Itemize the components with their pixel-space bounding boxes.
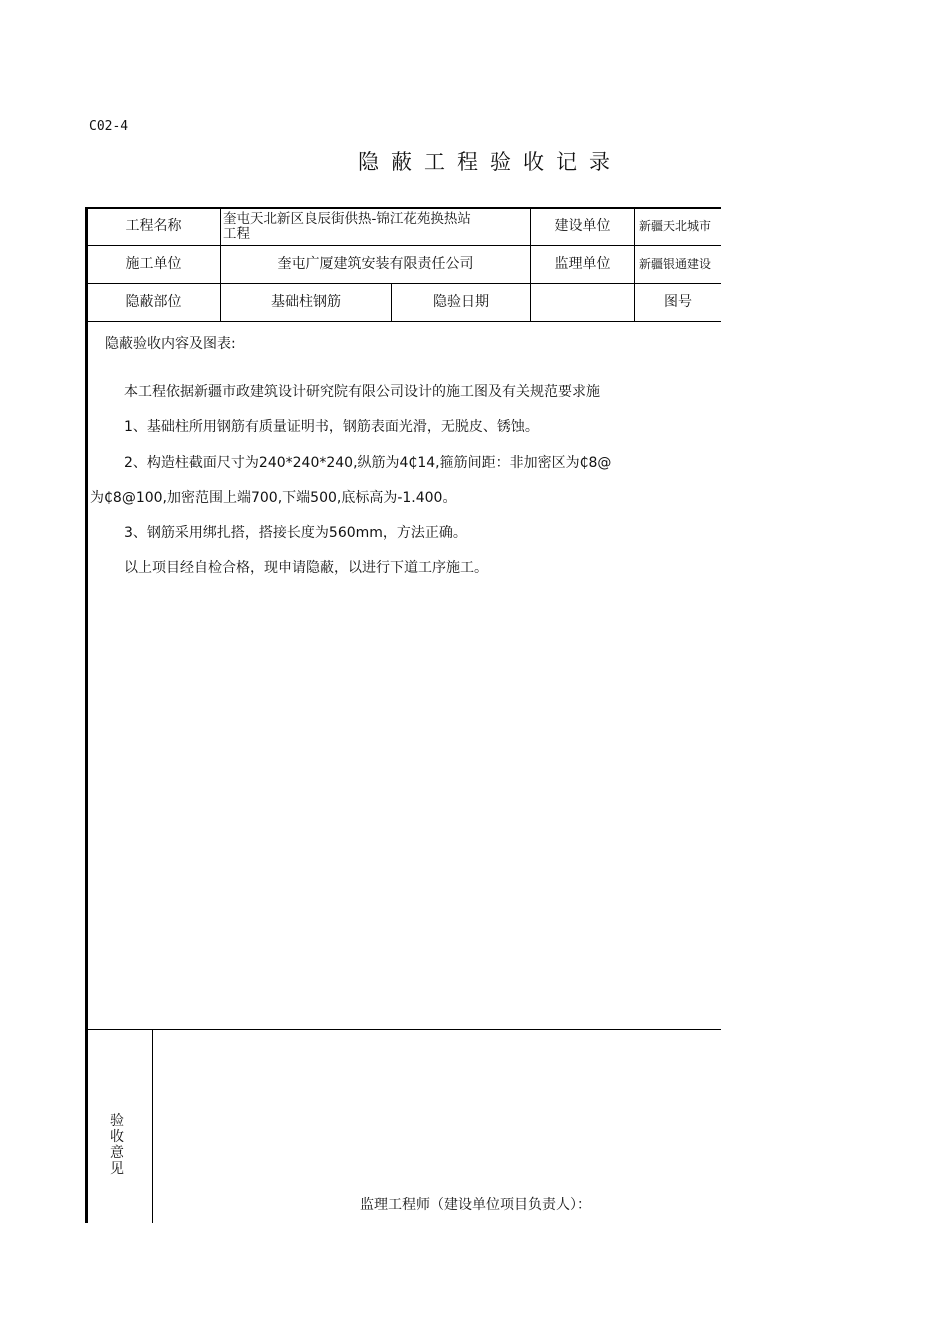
project-name-label: 工程名称 [125,218,182,234]
drawing-label: 图号 [664,294,692,310]
content-line: 3、钢筋采用绑扎搭，搭接长度为560mm，方法正确。 [124,525,467,541]
contractor-value: 奎屯广厦建筑安装有限责任公司 [277,256,474,272]
owner-value: 新疆天北城市 [639,219,712,233]
opinion-label [107,1113,127,1177]
date-value [531,284,634,321]
content-line: 2、构造柱截面尺寸为240*240*240,纵筋为4₵14,箍筋间距：非加密区为₵8@ [124,455,612,471]
content-heading: 隐蔽验收内容及图表: [105,336,236,352]
row-divider [85,321,721,322]
project-name-line1: 奎屯天北新区良辰街供热-锦江花苑换热站 [223,210,471,227]
signer-label: 监理工程师（建设单位项目负责人）： [360,1197,591,1213]
part-value: 基础柱钢筋 [271,294,341,310]
project-name-line2: 工程 [223,225,250,242]
content-line: 为₵8@100,加密范围上端700,下端500,底标高为-1.400。 [90,490,457,506]
opinion-char: 见 [110,1161,124,1177]
opinion-char: 收 [110,1129,124,1145]
page-title: 隐蔽工程验收记录 [358,150,622,174]
opinion-char: 验 [110,1113,124,1129]
project-name-value [221,208,529,245]
supervisor-label: 监理单位 [554,256,611,272]
content-line: 以上项目经自检合格，现申请隐蔽，以进行下道工序施工。 [124,560,488,576]
supervisor-value: 新疆银通建设 [639,257,712,271]
date-label: 隐验日期 [433,294,489,310]
opinion-divider [85,1029,721,1030]
owner-label: 建设单位 [554,218,611,234]
opinion-col-divider [152,1029,153,1223]
content-line: 本工程依据新疆市政建筑设计研究院有限公司设计的施工图及有关规范要求施 [124,384,600,400]
part-label: 隐蔽部位 [125,294,182,310]
opinion-char: 意 [110,1145,124,1161]
contractor-label: 施工单位 [125,256,182,272]
inspection-form [85,207,721,1223]
left-border [85,207,88,1223]
form-code: C02-4 [89,119,129,134]
content-line: 1、基础柱所用钢筋有质量证明书，钢筋表面光滑，无脱皮、锈蚀。 [124,419,539,435]
